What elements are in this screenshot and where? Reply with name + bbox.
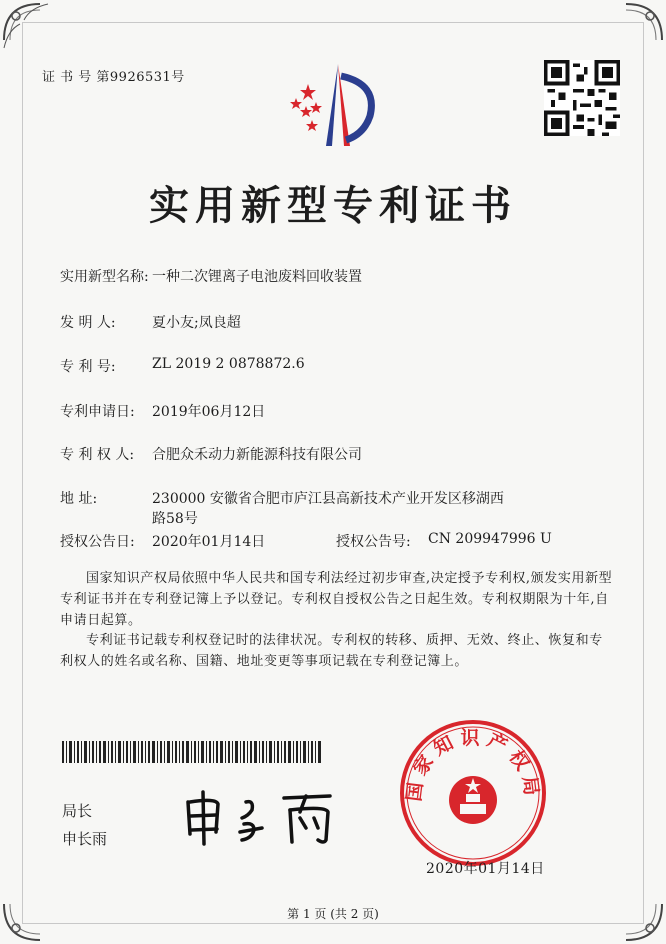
legal-paragraph-2: 专利证书记载专利权登记时的法律状况。专利权的转移、质押、无效、终止、恢复和专利权人的姓名或名称、国籍、地址变更等事项记载在专利登记簿上。 xyxy=(60,633,603,669)
field-filing-date xyxy=(60,401,265,421)
page-number: 第 1 页 (共 2 页) xyxy=(287,907,379,921)
field-label: 专利申请日: xyxy=(60,404,135,420)
field-label: 地 址: xyxy=(60,491,98,507)
field-value: 2020年01月14日 xyxy=(152,534,266,550)
seal-date: 2020年01月14日 xyxy=(426,861,545,877)
field-label: 授权公告号: xyxy=(336,534,411,550)
corner-ornament-top-right xyxy=(606,0,666,60)
field-value: ZL 2019 2 0878872.6 xyxy=(152,356,305,372)
svg-text:国家知识产权局: 国家知识产权局 xyxy=(402,727,544,803)
field-patentee xyxy=(60,444,362,464)
field-value xyxy=(152,488,504,528)
handwritten-signature xyxy=(180,788,350,848)
corner-ornament-top-left xyxy=(0,0,60,60)
barcode-icon xyxy=(62,741,322,763)
director-name: 申长雨 xyxy=(62,830,108,848)
qr-code-icon xyxy=(544,60,620,136)
certificate-title: 实用新型专利证书 xyxy=(149,182,517,229)
official-seal-icon xyxy=(398,718,548,868)
field-label: 授权公告日: xyxy=(60,534,135,550)
field-utility-model-name xyxy=(60,266,362,286)
field-value: 夏小友;凤良超 xyxy=(152,315,241,331)
legal-paragraph-1: 国家知识产权局依照中华人民共和国专利法经过初步审查,决定授予专利权,颁发实用新型专利证书并在专利登记簿上予以登记。专利权自授权公告之日起生效。专利权期限为十年,自申请日起算。 xyxy=(60,571,613,628)
field-label: 专 利 权 人: xyxy=(60,447,135,463)
field-grant-date xyxy=(60,531,265,551)
address-line-2: 路58号 xyxy=(152,511,198,527)
patent-office-logo-icon xyxy=(286,54,386,154)
field-value: CN 209947996 U xyxy=(428,531,552,547)
field-inventor xyxy=(60,312,241,332)
field-patent-number xyxy=(60,356,305,376)
field-label: 实用新型名称: xyxy=(60,269,149,285)
certificate-number: 证 书 号 第9926531号 xyxy=(42,70,185,85)
field-label: 发 明 人: xyxy=(60,315,116,331)
field-grant-number xyxy=(336,531,552,551)
field-value: 2019年06月12日 xyxy=(152,404,266,420)
field-value: 一种二次锂离子电池废料回收装置 xyxy=(152,269,362,285)
address-line-1: 230000 安徽省合肥市庐江县高新技术产业开发区移湖西 xyxy=(152,491,504,507)
field-label: 专 利 号: xyxy=(60,359,116,375)
field-address xyxy=(60,488,504,528)
director-title: 局长 xyxy=(62,802,93,820)
field-value: 合肥众禾动力新能源科技有限公司 xyxy=(152,447,362,463)
